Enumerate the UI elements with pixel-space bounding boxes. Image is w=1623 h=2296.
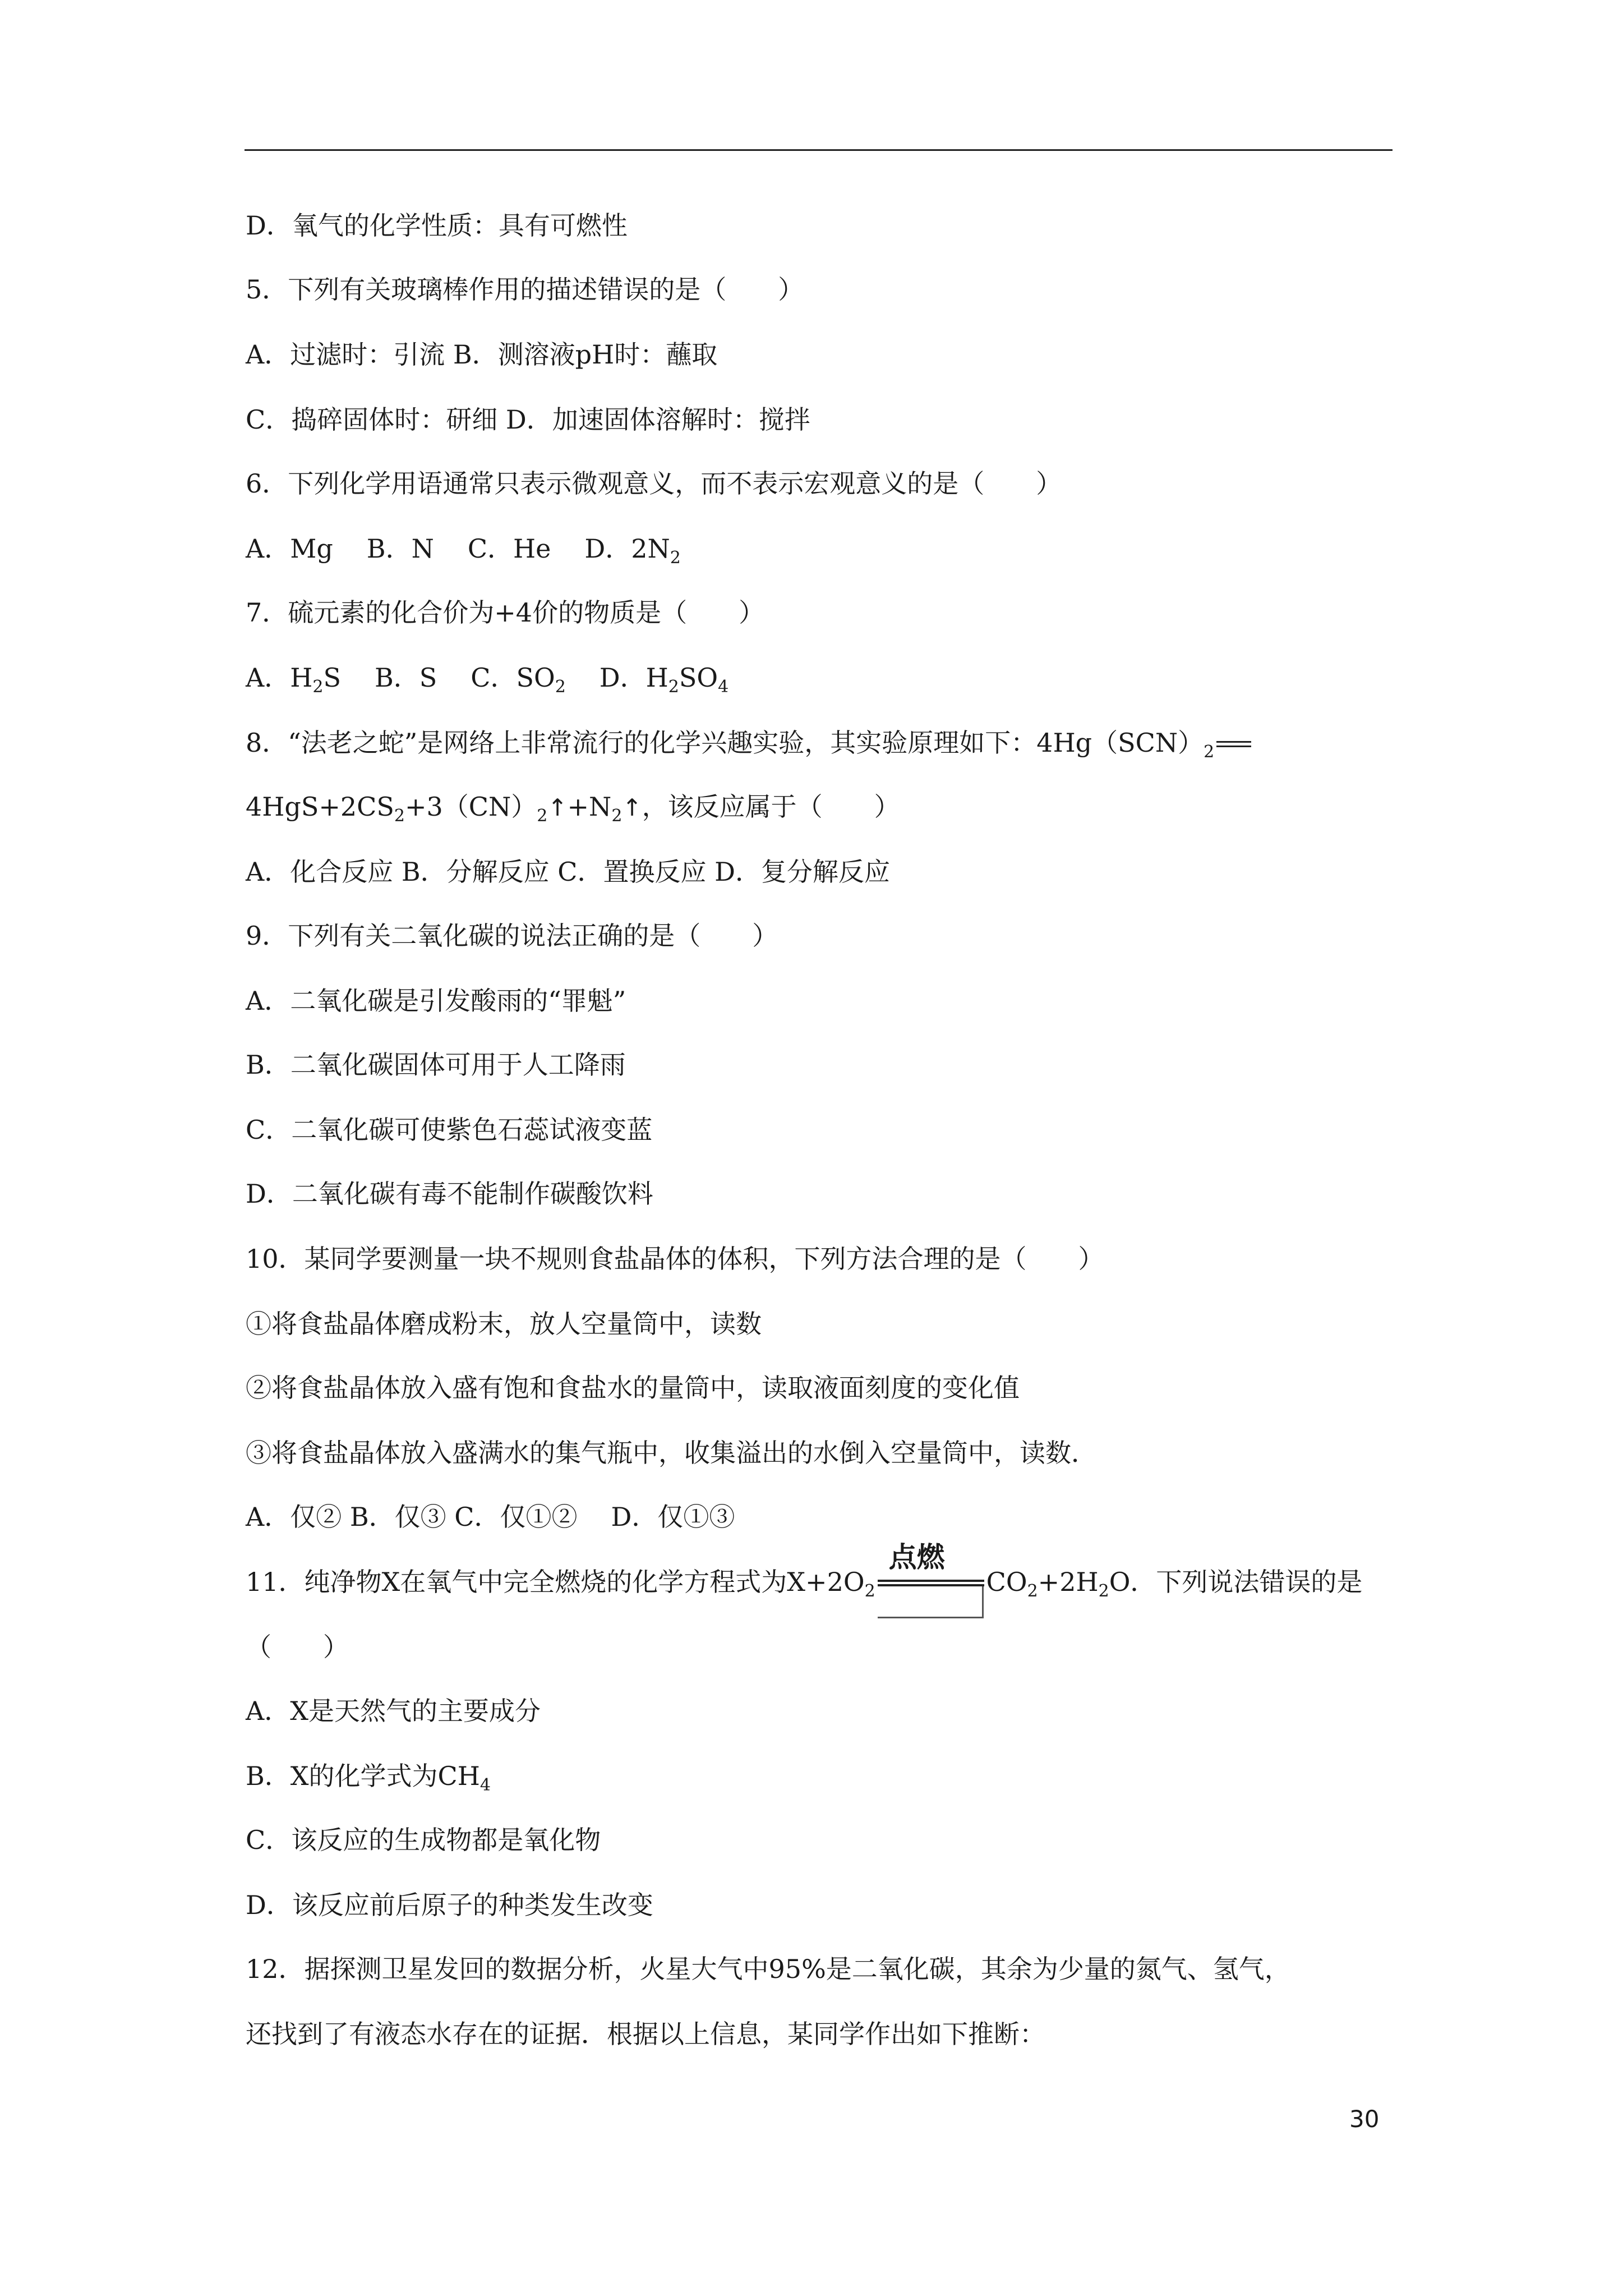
option-6c: C．He xyxy=(467,533,551,564)
option-11a: A．X是天然气的主要成分 xyxy=(246,1696,541,1726)
question-6-options: A．Mg B．N C．He D．$2N_2$ xyxy=(246,533,681,568)
option-7b: B．S xyxy=(374,662,437,693)
question-5-options-cd: C．捣碎固体时：研细 D．加速固体溶解时：搅拌 xyxy=(246,404,810,435)
question-5-options-ab: A．过滤时：引流 B．测溶液pH时：蘸取 xyxy=(246,339,718,370)
reaction-condition xyxy=(878,1541,984,1601)
question-5: 5．下列有关玻璃棒作用的描述错误的是（ ） xyxy=(246,274,804,305)
question-11: 11．纯净物X在氧气中完全燃烧的化学方程式为$X+2O_2$ 点燃 $CO_2+2H_2O$．下列说法错误的是 xyxy=(246,1565,1362,1601)
option-9d: D．二氧化碳有毒不能制作碳酸饮料 xyxy=(246,1179,653,1209)
option-6b: B．N xyxy=(366,533,434,564)
method-1: ①将食盐晶体磨成粉末，放人空量筒中，读数 xyxy=(246,1309,762,1339)
question-6: 6．下列化学用语通常只表示微观意义，而不表示宏观意义的是（ ） xyxy=(246,468,1062,499)
question-9: 9．下列有关二氧化碳的说法正确的是（ ） xyxy=(246,921,778,951)
header-rule xyxy=(245,149,1393,151)
page-number: 30 xyxy=(1349,2105,1380,2133)
gas-arrow-icon: ↑ xyxy=(622,794,642,821)
equals-sign-icon xyxy=(1214,737,1253,753)
option-7a: A．$H_2S$ xyxy=(246,662,341,697)
question-8: 8．“法老之蛇”是网络上非常流行的化学兴趣实验，其实验原理如下：$4Hg(SCN)_2$ xyxy=(246,726,1253,760)
option-11c: C．该反应的生成物都是氧化物 xyxy=(246,1825,601,1855)
question-12: 12．据探测卫星发回的数据分析，火星大气中95%是二氧化碳，其余为少量的氮气、氢气， xyxy=(246,1954,1290,1984)
option-4d: D．氧气的化学性质：具有可燃性 xyxy=(246,210,628,241)
question-12-continued: 还找到了有液态水存在的证据．根据以上信息，某同学作出如下推断： xyxy=(246,2019,1045,2049)
option-9c: C．二氧化碳可使紫色石蕊试液变蓝 xyxy=(246,1115,653,1145)
ignite-label: 点燃 xyxy=(888,1541,945,1573)
question-7: 7．硫元素的化合价为+4价的物质是（ ） xyxy=(246,597,765,628)
question-8-options: A．化合反应 B．分解反应 C．置换反应 D．复分解反应 xyxy=(246,857,890,887)
question-11-bracket: （ ） xyxy=(246,1632,349,1662)
gas-arrow-icon: ↑ xyxy=(547,794,568,821)
option-7d: D．$H_2SO_4$ xyxy=(599,662,729,697)
method-3: ③将食盐晶体放入盛满水的集气瓶中，收集溢出的水倒入空量筒中，读数． xyxy=(246,1438,1097,1468)
option-7c: C．$SO_2$ xyxy=(471,662,566,697)
option-6d: D．2N xyxy=(584,533,670,564)
method-2: ②将食盐晶体放入盛有饱和食盐水的量筒中，读取液面刻度的变化值 xyxy=(246,1373,1020,1403)
option-9b: B．二氧化碳固体可用于人工降雨 xyxy=(246,1050,626,1080)
option-11d: D．该反应前后原子的种类发生改变 xyxy=(246,1890,653,1920)
question-10: 10．某同学要测量一块不规则食盐晶体的体积，下列方法合理的是（ ） xyxy=(246,1244,1104,1274)
option-6a: A．Mg xyxy=(246,533,333,564)
question-10-options: A．仅② B．仅③ C．仅①② D．仅①③ xyxy=(246,1502,735,1532)
question-8-equation: $4HgS+2CS_2+3(CN)_2↑+N_2↑$，该反应属于（ ） xyxy=(246,792,900,826)
option-9a: A．二氧化碳是引发酸雨的“罪魁” xyxy=(246,986,626,1016)
option-11b: B．X的化学式为$CH_4$ xyxy=(246,1761,491,1795)
question-7-options xyxy=(246,661,729,697)
